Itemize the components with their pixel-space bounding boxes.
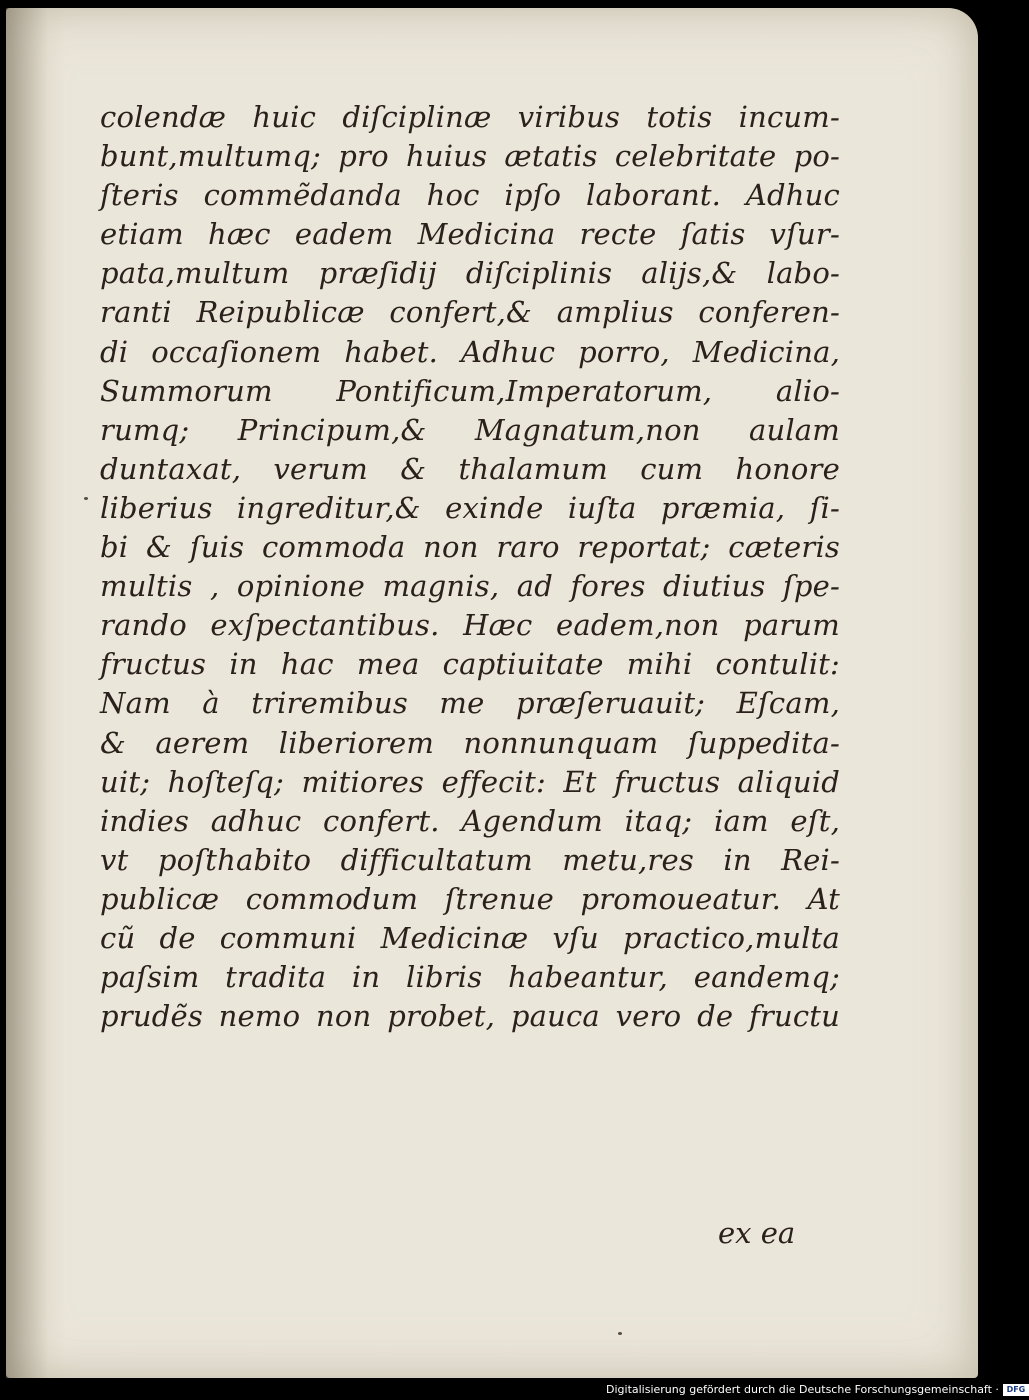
page-text	[100, 98, 840, 1036]
text-line: ſteris commẽdanda hoc ipſo laborant. Adhuc	[100, 178, 840, 213]
text-line: paſsim tradita in libris habeantur, eandemq;	[100, 960, 840, 995]
text-line: rando exſpectantibus. Hæc eadem,non parum	[100, 608, 840, 643]
text-line: fructus in hac mea captiuitate mihi contulit:	[100, 647, 840, 682]
text-line: di occaſionem habet. Adhuc porro, Medicina,	[100, 334, 840, 369]
digitization-credit	[606, 1380, 1029, 1400]
credit-text: Digitalisierung gefördert durch die Deutsche Forschungsgemeinschaft ·	[606, 1383, 999, 1396]
text-line: multis , opinione magnis, ad fores diutius ſpe-	[100, 569, 840, 604]
text-line: & aerem liberiorem nonnunquam ſuppedita-	[100, 725, 840, 760]
text-line: vt poſthabito difficultatum metu,res in Rei-	[100, 842, 840, 877]
text-line: indies adhuc confert. Agendum itaq; iam eſt,	[100, 803, 840, 838]
text-line: duntaxat, verum & thalamum cum honore	[100, 451, 840, 486]
text-line: colendæ huic diſciplinæ viribus totis incum-	[100, 100, 840, 134]
text-line: bunt,multumq; pro huius ætatis celebritate po-	[100, 139, 840, 174]
text-line: bi & ſuis commoda non raro reportat; cæteris	[100, 530, 840, 565]
text-line: rumq; Principum,& Magnatum,non aulam	[100, 412, 840, 447]
dfg-logo-icon: DFG	[1003, 1384, 1029, 1396]
catchword: ex ea	[718, 1216, 796, 1250]
text-line: publicæ commodum ſtrenue promoueatur. At	[100, 881, 840, 916]
book-page	[6, 8, 978, 1378]
ink-speck	[618, 1332, 622, 1335]
text-line: uit; hoſteſq; mitiores effecit: Et fructus aliquid	[100, 764, 840, 799]
text-line: Nam à triremibus me præſeruauit; Eſcam,	[100, 686, 840, 721]
ink-speck	[84, 497, 88, 500]
text-line: etiam hæc eadem Medicina recte ſatis vſur-	[100, 217, 840, 252]
page-gutter-shadow	[6, 8, 66, 1378]
text-line: ranti Reipublicæ confert,& amplius conferen-	[100, 295, 840, 330]
text-line: prudẽs nemo non probet, pauca vero de fructu	[100, 999, 840, 1034]
text-line: pata,multum præſidij diſciplinis alijs,& labo-	[100, 256, 840, 291]
text-line: Summorum Pontificum,Imperatorum, alio-	[100, 373, 840, 408]
text-line: cũ de communi Medicinæ vſu practico,multa	[100, 920, 840, 955]
text-line: liberius ingreditur,& exinde iuſta præmia, ſi-	[100, 490, 840, 525]
